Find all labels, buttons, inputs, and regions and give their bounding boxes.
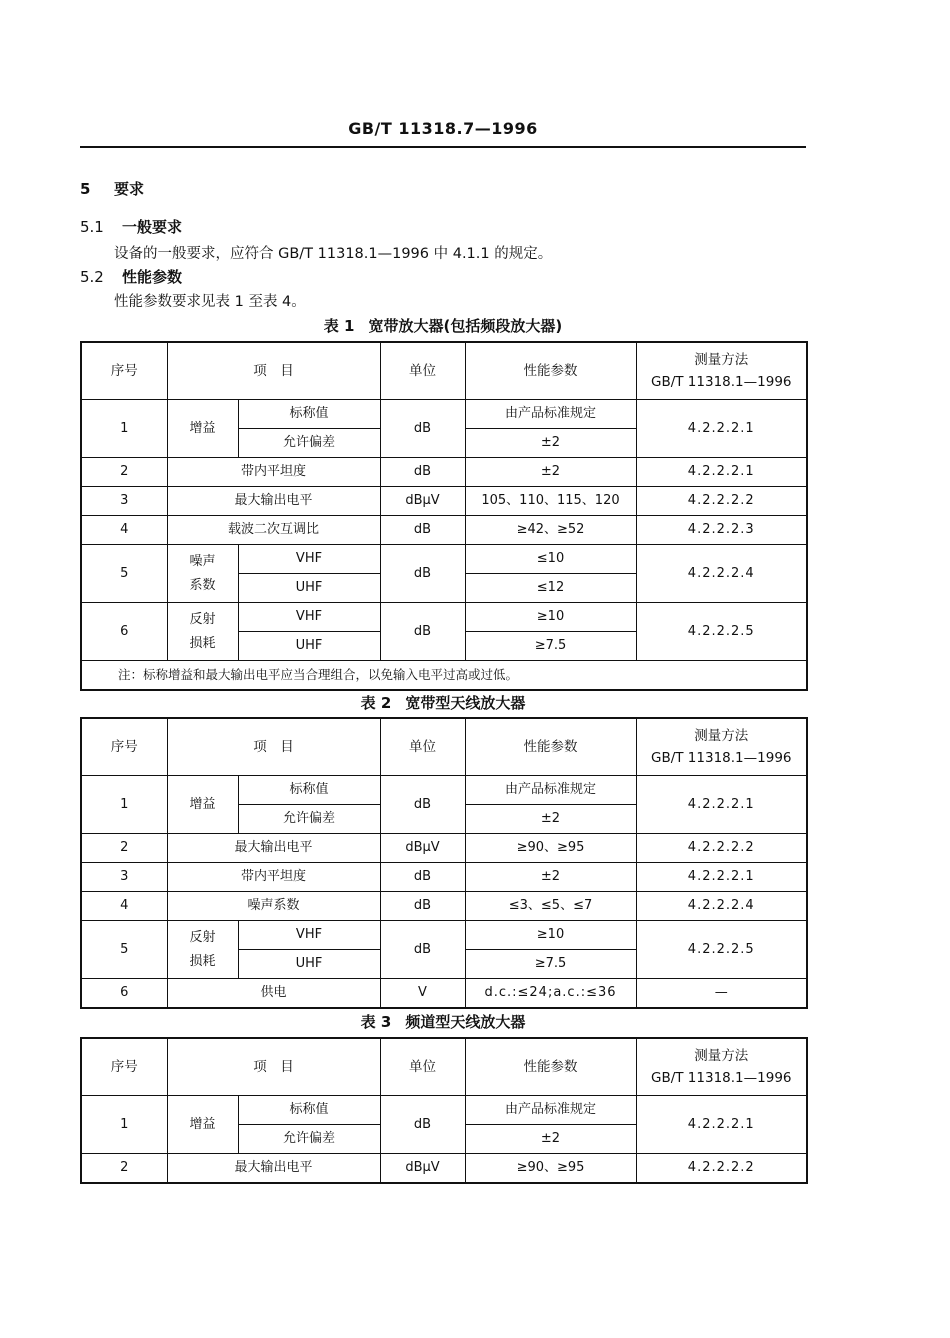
row-number: 2 bbox=[81, 834, 167, 863]
table-1-number: 表 1 bbox=[323, 317, 355, 335]
table-row bbox=[81, 921, 807, 950]
col-method-header bbox=[636, 718, 807, 776]
item-sub: VHF bbox=[238, 545, 380, 574]
table-row bbox=[81, 1096, 807, 1125]
section-5-1-number: 5.1 bbox=[80, 218, 104, 236]
item-cell: 载波二次互调比 bbox=[167, 516, 380, 545]
row-number: 6 bbox=[81, 603, 167, 661]
method-cell: 4.2.2.2.2 bbox=[636, 834, 807, 863]
item-cell: 供电 bbox=[167, 979, 380, 1009]
row-number: 1 bbox=[81, 400, 167, 458]
section-5-1-body: 设备的一般要求，应符合 GB/T 11318.1—1996 中 4.1.1 的规定。 bbox=[114, 246, 553, 262]
row-number: 3 bbox=[81, 863, 167, 892]
table-2-header-row bbox=[81, 718, 807, 776]
item-sub: VHF bbox=[238, 921, 380, 950]
table-row bbox=[81, 834, 807, 863]
table-note-row bbox=[81, 661, 807, 691]
table-row bbox=[81, 603, 807, 632]
param-cell: ≤12 bbox=[465, 574, 636, 603]
table-1-caption bbox=[80, 315, 806, 336]
table-row bbox=[81, 979, 807, 1009]
item-sub: 标称值 bbox=[238, 776, 380, 805]
row-number: 1 bbox=[81, 776, 167, 834]
table-row bbox=[81, 1154, 807, 1184]
table-2 bbox=[80, 717, 808, 1009]
col-no-header: 序号 bbox=[81, 718, 167, 776]
item-cell: 最大输出电平 bbox=[167, 834, 380, 863]
item-group-line2: 系数 bbox=[189, 577, 216, 593]
method-cell: — bbox=[636, 979, 807, 1009]
item-group-line2: 损耗 bbox=[189, 953, 216, 969]
item-sub: 允许偏差 bbox=[238, 805, 380, 834]
table-1 bbox=[80, 341, 808, 691]
item-sub: VHF bbox=[238, 603, 380, 632]
col-method-line1: 测量方法 bbox=[694, 1048, 749, 1064]
param-cell: ≥90、≥95 bbox=[465, 1154, 636, 1184]
param-cell: ≤10 bbox=[465, 545, 636, 574]
section-5-number: 5 bbox=[80, 180, 91, 198]
table-row bbox=[81, 776, 807, 805]
table-3 bbox=[80, 1037, 808, 1184]
table-row bbox=[81, 863, 807, 892]
item-group bbox=[167, 603, 238, 661]
item-group-line1: 噪声 bbox=[189, 553, 216, 569]
method-cell: 4.2.2.2.1 bbox=[636, 776, 807, 834]
param-cell: 由产品标准规定 bbox=[465, 400, 636, 429]
section-5-2-body: 性能参数要求见表 1 至表 4。 bbox=[114, 294, 306, 310]
row-number: 5 bbox=[81, 921, 167, 979]
table-3-number: 表 3 bbox=[360, 1013, 392, 1031]
item-sub: 标称值 bbox=[238, 1096, 380, 1125]
col-no-header: 序号 bbox=[81, 1038, 167, 1096]
param-cell: ≥90、≥95 bbox=[465, 834, 636, 863]
section-5-heading bbox=[80, 178, 144, 199]
unit-cell: dB bbox=[380, 921, 465, 979]
param-cell: ±2 bbox=[465, 1125, 636, 1154]
param-cell: ≥42、≥52 bbox=[465, 516, 636, 545]
col-item-header: 项 目 bbox=[167, 718, 380, 776]
method-cell: 4.2.2.2.5 bbox=[636, 921, 807, 979]
method-cell: 4.2.2.2.4 bbox=[636, 545, 807, 603]
section-5-2-title: 性能参数 bbox=[122, 268, 183, 286]
param-cell: 105、110、115、120 bbox=[465, 487, 636, 516]
col-method-header bbox=[636, 342, 807, 400]
method-cell: 4.2.2.2.4 bbox=[636, 892, 807, 921]
item-group: 增益 bbox=[167, 1096, 238, 1154]
row-number: 2 bbox=[81, 1154, 167, 1184]
param-cell: ±2 bbox=[465, 805, 636, 834]
method-cell: 4.2.2.2.2 bbox=[636, 487, 807, 516]
unit-cell: dB bbox=[380, 1096, 465, 1154]
section-5-2-number: 5.2 bbox=[80, 268, 104, 286]
param-cell: 由产品标准规定 bbox=[465, 1096, 636, 1125]
method-cell: 4.2.2.2.1 bbox=[636, 863, 807, 892]
param-cell: ≤3、≤5、≤7 bbox=[465, 892, 636, 921]
col-unit-header: 单位 bbox=[380, 718, 465, 776]
col-param-header: 性能参数 bbox=[465, 1038, 636, 1096]
item-group: 增益 bbox=[167, 776, 238, 834]
item-sub: UHF bbox=[238, 632, 380, 661]
table-row bbox=[81, 400, 807, 429]
table-2-caption bbox=[80, 692, 806, 713]
unit-cell: dBμV bbox=[380, 487, 465, 516]
method-cell: 4.2.2.2.1 bbox=[636, 458, 807, 487]
table-3-title: 频道型天线放大器 bbox=[405, 1013, 526, 1031]
item-sub: 允许偏差 bbox=[238, 1125, 380, 1154]
table-1-header-row bbox=[81, 342, 807, 400]
param-cell: 由产品标准规定 bbox=[465, 776, 636, 805]
header-rule bbox=[80, 146, 806, 148]
item-group-line1: 反射 bbox=[189, 929, 216, 945]
section-5-1-heading bbox=[80, 216, 182, 237]
table-1-title: 宽带放大器(包括频段放大器) bbox=[368, 317, 563, 335]
param-cell: d.c.:≤24;a.c.:≤36 bbox=[465, 979, 636, 1009]
unit-cell: dB bbox=[380, 516, 465, 545]
param-cell: ±2 bbox=[465, 458, 636, 487]
unit-cell: dB bbox=[380, 603, 465, 661]
table-row bbox=[81, 892, 807, 921]
unit-cell: dBμV bbox=[380, 1154, 465, 1184]
section-5-title: 要求 bbox=[114, 180, 145, 198]
param-cell: ±2 bbox=[465, 429, 636, 458]
unit-cell: dB bbox=[380, 545, 465, 603]
col-item-header: 项 目 bbox=[167, 342, 380, 400]
table-row bbox=[81, 487, 807, 516]
item-sub: UHF bbox=[238, 574, 380, 603]
item-cell: 最大输出电平 bbox=[167, 1154, 380, 1184]
method-cell: 4.2.2.2.3 bbox=[636, 516, 807, 545]
col-method-line2: GB/T 11318.1—1996 bbox=[651, 1070, 792, 1086]
method-cell: 4.2.2.2.5 bbox=[636, 603, 807, 661]
item-group bbox=[167, 545, 238, 603]
col-no-header: 序号 bbox=[81, 342, 167, 400]
table-1-note: 注：标称增益和最大输出电平应当合理组合，以免输入电平过高或过低。 bbox=[81, 661, 807, 691]
item-cell: 最大输出电平 bbox=[167, 487, 380, 516]
item-group-line2: 损耗 bbox=[189, 635, 216, 651]
row-number: 2 bbox=[81, 458, 167, 487]
unit-cell: dB bbox=[380, 400, 465, 458]
col-method-line2: GB/T 11318.1—1996 bbox=[651, 374, 792, 390]
col-method-line1: 测量方法 bbox=[694, 728, 749, 744]
item-sub: 标称值 bbox=[238, 400, 380, 429]
item-group: 增益 bbox=[167, 400, 238, 458]
section-5-1-title: 一般要求 bbox=[122, 218, 183, 236]
item-cell: 噪声系数 bbox=[167, 892, 380, 921]
param-cell: ≥10 bbox=[465, 921, 636, 950]
param-cell: ≥10 bbox=[465, 603, 636, 632]
item-group bbox=[167, 921, 238, 979]
method-cell: 4.2.2.2.1 bbox=[636, 1096, 807, 1154]
table-row bbox=[81, 458, 807, 487]
table-row bbox=[81, 516, 807, 545]
item-cell: 带内平坦度 bbox=[167, 863, 380, 892]
param-cell: ±2 bbox=[465, 863, 636, 892]
col-method-header bbox=[636, 1038, 807, 1096]
col-item-header: 项 目 bbox=[167, 1038, 380, 1096]
item-cell: 带内平坦度 bbox=[167, 458, 380, 487]
col-unit-header: 单位 bbox=[380, 1038, 465, 1096]
row-number: 3 bbox=[81, 487, 167, 516]
unit-cell: dBμV bbox=[380, 834, 465, 863]
row-number: 5 bbox=[81, 545, 167, 603]
table-2-number: 表 2 bbox=[360, 694, 392, 712]
table-2-title: 宽带型天线放大器 bbox=[405, 694, 526, 712]
unit-cell: dB bbox=[380, 776, 465, 834]
method-cell: 4.2.2.2.2 bbox=[636, 1154, 807, 1184]
unit-cell: dB bbox=[380, 892, 465, 921]
col-method-line2: GB/T 11318.1—1996 bbox=[651, 750, 792, 766]
row-number: 4 bbox=[81, 516, 167, 545]
row-number: 1 bbox=[81, 1096, 167, 1154]
item-sub: 允许偏差 bbox=[238, 429, 380, 458]
param-cell: ≥7.5 bbox=[465, 950, 636, 979]
param-cell: ≥7.5 bbox=[465, 632, 636, 661]
standard-code: GB/T 11318.7—1996 bbox=[348, 119, 538, 138]
row-number: 6 bbox=[81, 979, 167, 1009]
table-3-header-row bbox=[81, 1038, 807, 1096]
col-param-header: 性能参数 bbox=[465, 718, 636, 776]
col-param-header: 性能参数 bbox=[465, 342, 636, 400]
unit-cell: dB bbox=[380, 458, 465, 487]
item-group-line1: 反射 bbox=[189, 611, 216, 627]
unit-cell: V bbox=[380, 979, 465, 1009]
col-unit-header: 单位 bbox=[380, 342, 465, 400]
col-method-line1: 测量方法 bbox=[694, 352, 749, 368]
table-row bbox=[81, 545, 807, 574]
unit-cell: dB bbox=[380, 863, 465, 892]
item-sub: UHF bbox=[238, 950, 380, 979]
section-5-2-heading bbox=[80, 266, 182, 287]
method-cell: 4.2.2.2.1 bbox=[636, 400, 807, 458]
table-3-caption bbox=[80, 1011, 806, 1032]
row-number: 4 bbox=[81, 892, 167, 921]
